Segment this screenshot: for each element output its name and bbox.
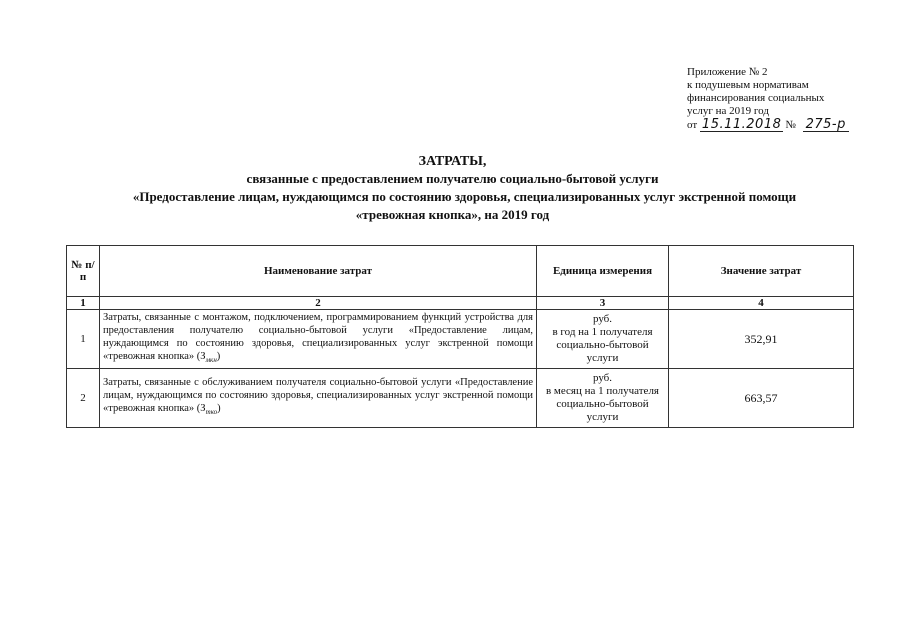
row-description-text: Затраты, связанные с обслуживанием получателя социально-бытовой услуги «Предоставление лицам, нуждающимся по состоянию здоровья, специализированных услуг экстренной помощи «тревожная кнопка» (З [103, 377, 533, 415]
costs-table [66, 245, 854, 428]
number-sign: № [785, 119, 796, 131]
appendix-line-2: к подушевым нормативам [687, 79, 809, 91]
table-row [67, 369, 854, 428]
col-number-2: 2 [100, 297, 537, 310]
column-number-row [67, 297, 854, 310]
row-subscript: тко [205, 408, 218, 417]
doc-subtitle-3: «тревожная кнопка», на 2019 год [355, 207, 550, 222]
row-value: 663,57 [669, 369, 854, 428]
row-description [100, 310, 537, 369]
row-num: 2 [67, 369, 100, 428]
doc-subtitle-2: «Предоставление лицам, нуждающимся по состоянию здоровья, специализированных услуг экстренной помощи [132, 189, 797, 204]
table-header-row [67, 246, 854, 297]
handwritten-number: 275-р [803, 118, 849, 132]
row-unit-period: в год на 1 получателя социально-бытовой услуги [552, 326, 653, 364]
col-number-4: 4 [669, 297, 854, 310]
row-subscript: мкн [205, 356, 217, 365]
appendix-line-3: финансирования социальных [687, 92, 825, 104]
row-description [100, 369, 537, 428]
row-value: 352,91 [669, 310, 854, 369]
appendix-line-4: услуг на 2019 год [687, 105, 769, 117]
row-unit-currency: руб. [592, 313, 613, 325]
row-unit-period: в месяц на 1 получателя социально-бытовой услуги [545, 385, 659, 423]
table-row [67, 310, 854, 369]
doc-subtitle-1: связанные с предоставлением получателю социально-бытовой услуги [246, 171, 659, 186]
row-unit [537, 310, 669, 369]
header-unit: Единица измерения [537, 246, 669, 297]
appendix-line-1: Приложение № 2 [687, 66, 768, 78]
doc-title: ЗАТРАТЫ, [418, 154, 487, 169]
row-unit-currency: руб. [592, 372, 613, 384]
col-number-3: 3 [537, 297, 669, 310]
row-description-text: Затраты, связанные с монтажом, подключением, программированием функций устройства для предоставления получателю социально-бытовой услуги «Предоставление лицам, нуждающимся по состоянию здоровья, специализированных услуг экстренной помощи «тревожная кнопка» (З [103, 311, 533, 362]
row-description-close: ) [217, 403, 221, 415]
header-num: № п/п [67, 246, 100, 297]
header-name: Наименование затрат [100, 246, 537, 297]
appendix-from-label: от [687, 119, 698, 131]
handwritten-date: 15.11.2018 [701, 117, 782, 132]
row-unit [537, 369, 669, 428]
appendix-date-line [687, 118, 849, 132]
row-num: 1 [67, 310, 100, 369]
appendix-block [687, 66, 849, 132]
header-value: Значение затрат [669, 246, 854, 297]
row-description-close: ) [216, 350, 221, 362]
col-number-1: 1 [67, 297, 100, 310]
